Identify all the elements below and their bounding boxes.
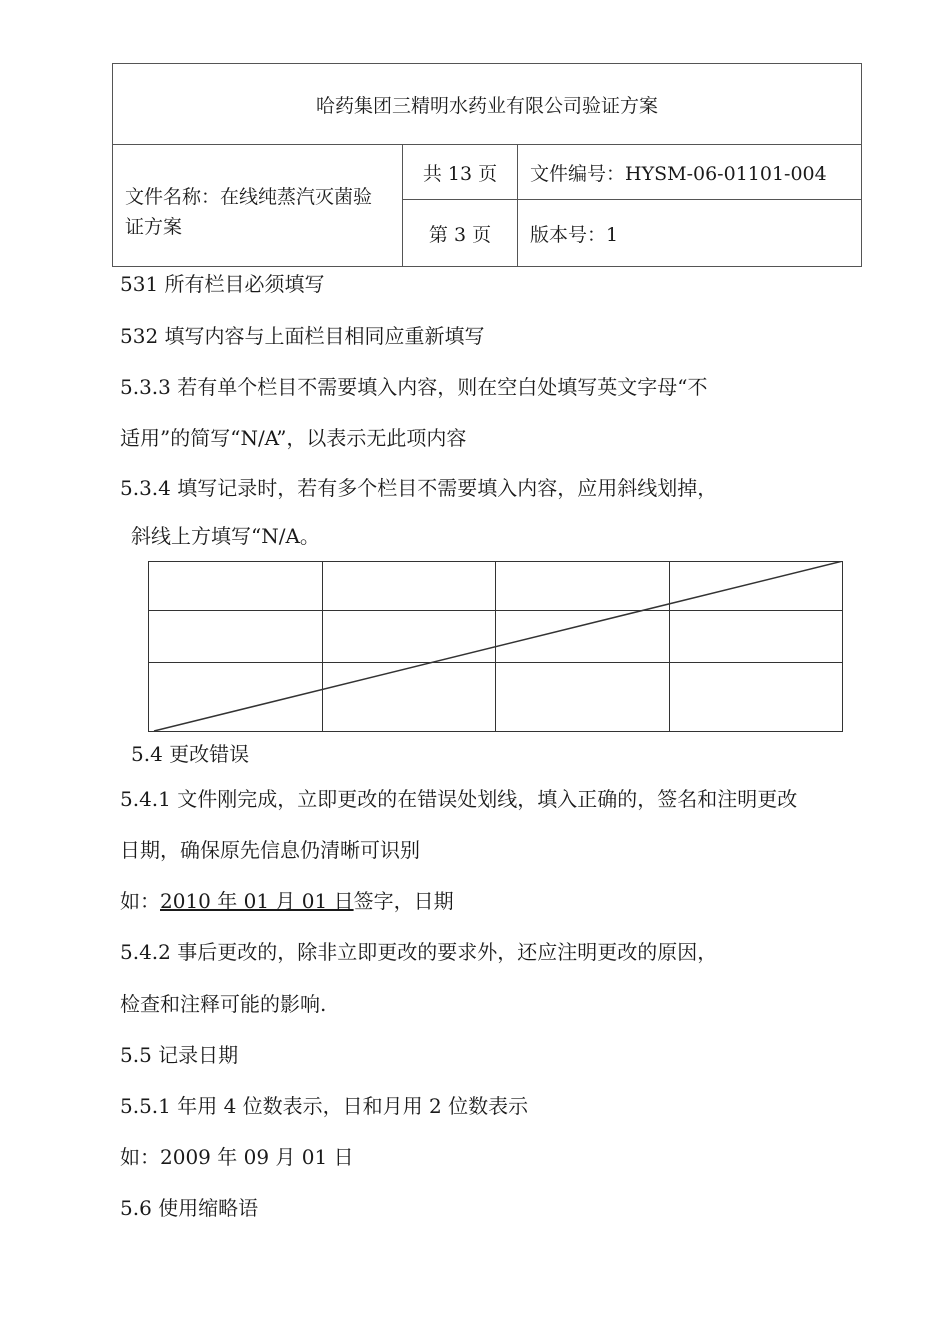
strikethrough-example-table: [148, 561, 843, 731]
paragraph-534-line1: 5.3.4 填写记录时，若有多个栏目不需要填入内容，应用斜线划掉，: [120, 476, 718, 500]
paragraph-542-line1: 5.4.2 事后更改的，除非立即更改的要求外，还应注明更改的原因，: [120, 940, 718, 964]
file-number: 文件编号：HYSM-06-01101-004: [518, 145, 862, 200]
paragraph-531: 531 所有栏目必须填写: [120, 272, 325, 296]
struck-date: 2010 年 01 月 01 日: [160, 889, 354, 913]
paragraph-532: 532 填写内容与上面栏目相同应重新填写: [120, 324, 485, 348]
paragraph-533-line1: 5.3.3 若有单个栏目不需要填入内容，则在空白处填写英文字母“不: [120, 375, 708, 399]
current-page: 第 3 页: [403, 200, 518, 267]
paragraph-551: 5.5.1 年用 4 位数表示，日和月用 2 位数表示: [120, 1094, 529, 1118]
company-title: 哈药集团三精明水药业有限公司验证方案: [113, 64, 862, 145]
example-suffix: 签字，日期: [353, 889, 454, 913]
example-line-1: [120, 885, 454, 914]
section-54-heading: 5.4 更改错误: [131, 742, 250, 766]
paragraph-534-line2: 斜线上方填写“N/A。: [131, 524, 320, 548]
example-line-2: 如：2009 年 09 月 01 日: [120, 1145, 354, 1169]
paragraph-541-line1: 5.4.1 文件刚完成，立即更改的在错误处划线，填入正确的，签名和注明更改: [120, 787, 798, 811]
diagonal-strike-line: [148, 561, 843, 731]
paragraph-541-line2: 日期，确保原先信息仍清晰可识别: [120, 838, 420, 862]
total-pages: 共 13 页: [403, 145, 518, 200]
example-prefix: 如：: [120, 889, 160, 913]
section-55-heading: 5.5 记录日期: [120, 1043, 239, 1067]
version-number: 版本号：1: [518, 200, 862, 267]
file-name: 文件名称：在线纯蒸汽灭菌验证方案: [113, 145, 403, 267]
paragraph-533-line2: 适用”的简写“N/A”，以表示无此项内容: [120, 426, 467, 450]
section-56-heading: 5.6 使用缩略语: [120, 1196, 259, 1220]
paragraph-542-line2: 检查和注释可能的影响.: [120, 992, 327, 1016]
document-header-table: [112, 63, 862, 267]
